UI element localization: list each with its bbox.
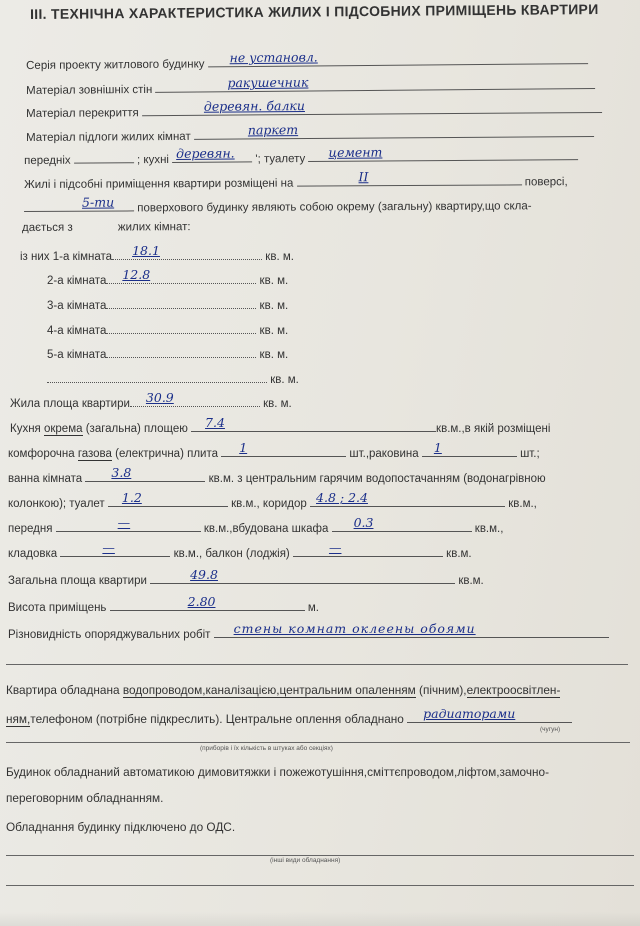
heating-field[interactable] bbox=[407, 706, 572, 723]
room1-label: із них 1-а кімната bbox=[20, 251, 113, 263]
floor-suffix: поверсі, bbox=[524, 176, 568, 189]
equip-line-2 bbox=[6, 706, 572, 727]
walls-row bbox=[26, 75, 596, 97]
balcony-unit: кв.м. bbox=[446, 548, 472, 560]
room5-unit: кв. м. bbox=[259, 349, 289, 361]
kitchen-area-rest: (загальна) площею bbox=[85, 423, 188, 435]
col-label: колонкою); туалет bbox=[8, 498, 105, 510]
equip-1b: водопроводом,каналізацією,центральним опаленням bbox=[122, 683, 416, 697]
equip-2b: телефоном (потрібне підкреслить). Центральне оплення обладнано bbox=[30, 712, 404, 726]
room3-unit: кв. м. bbox=[259, 300, 289, 312]
room2-value: 12.8 bbox=[122, 267, 151, 282]
room5-field[interactable] bbox=[106, 344, 256, 358]
balcony-label: кв.м., балкон (лоджія) bbox=[173, 548, 290, 560]
closet-field[interactable] bbox=[332, 515, 472, 532]
hall-field[interactable] bbox=[74, 149, 134, 163]
ods-line: Обладнання будинку підключено до ОДС. bbox=[6, 820, 236, 834]
front-value: — bbox=[117, 515, 131, 530]
room2-unit: кв. м. bbox=[259, 275, 289, 287]
height-value: 2.80 bbox=[187, 594, 216, 609]
stove-row bbox=[8, 440, 540, 461]
section-title: III. ТЕХНІЧНА ХАРАКТЕРИСТИКА ЖИЛИХ І ПІДСОБНИХ ПРИМІЩЕНЬ КВАРТИРИ bbox=[30, 1, 599, 22]
total-unit: кв.м. bbox=[458, 575, 484, 587]
walls-label: Матеріал зовнішніх стін bbox=[26, 83, 153, 97]
pantry-row bbox=[8, 540, 472, 560]
living-row bbox=[10, 390, 292, 410]
living-field[interactable] bbox=[130, 390, 260, 407]
sink-value: 1 bbox=[433, 440, 442, 455]
room5-row bbox=[47, 344, 288, 361]
kitchen-value: деревян. bbox=[176, 145, 235, 161]
equip-1a: Квартира обладнана bbox=[6, 683, 120, 697]
room4-label: 4-а кімната bbox=[47, 325, 107, 337]
bath-label: ванна кімната bbox=[8, 473, 83, 485]
front-label: передня bbox=[8, 523, 53, 535]
room1-unit: кв. м. bbox=[265, 251, 294, 263]
sink-field[interactable] bbox=[422, 440, 517, 457]
front-field[interactable] bbox=[56, 515, 201, 532]
finish-label: Різновидність опоряджувальних робіт bbox=[8, 629, 211, 641]
closet-unit: кв.м., bbox=[474, 523, 504, 535]
devices-note: (приборів і їх кількість в штуках або секціях) bbox=[200, 745, 333, 752]
walls-field[interactable] bbox=[155, 75, 595, 93]
floor-number-row bbox=[24, 171, 568, 191]
kitchen-area-row bbox=[10, 415, 551, 436]
room1-field[interactable] bbox=[112, 243, 262, 260]
bath-row bbox=[8, 465, 546, 485]
room5-label: 5-а кімната bbox=[47, 349, 107, 361]
equip-1c: (пічним), bbox=[419, 683, 467, 697]
consists-tail: жилих кімнат: bbox=[117, 221, 191, 234]
floor-label: Матеріал підлоги жилих кімнат bbox=[26, 130, 191, 144]
equip-2a: ням, bbox=[6, 712, 31, 726]
height-label: Висота приміщень bbox=[8, 602, 107, 614]
rooms-on-label: Жилі і підсобні приміщення квартири розміщені на bbox=[24, 177, 294, 191]
storeys-value: 5-ти bbox=[81, 194, 115, 210]
corridor-unit: кв.м., bbox=[508, 498, 537, 510]
total-field[interactable] bbox=[150, 567, 455, 584]
total-label: Загальна площа квартири bbox=[8, 575, 147, 587]
closet-label: кв.м.,вбудована шкафа bbox=[203, 523, 329, 535]
stove-gas: газова bbox=[77, 448, 112, 460]
series-value: не установл. bbox=[229, 49, 318, 66]
toilet-area-value: 1.2 bbox=[121, 490, 142, 505]
room1-value: 18.1 bbox=[132, 243, 160, 258]
room2-row bbox=[47, 267, 289, 287]
heating-hint: (чугун) bbox=[540, 726, 561, 733]
storeys-row bbox=[24, 195, 532, 215]
heating-value: радиаторами bbox=[423, 706, 516, 721]
room3-row bbox=[47, 295, 288, 312]
kitchen-area-label: Кухня bbox=[10, 423, 41, 435]
building-line-2: переговорним обладнанням. bbox=[6, 791, 164, 805]
kitchen-field[interactable] bbox=[172, 145, 252, 163]
bath-field[interactable] bbox=[85, 465, 205, 482]
equip-line-1 bbox=[6, 683, 560, 698]
building-line-1: Будинок обладнаний автоматикою димовитяжки і пожежотушіння,сміттєпроводом,ліфтом,замочно- bbox=[6, 765, 550, 779]
front-row bbox=[8, 515, 504, 535]
room2-label: 2-а кімната bbox=[47, 275, 107, 287]
equip-1d: електроосвітлен- bbox=[466, 683, 561, 697]
stove-rest: (електрична) плита bbox=[115, 448, 218, 460]
kitchen-area-value: 7.4 bbox=[205, 415, 225, 430]
finish-extra-line bbox=[6, 664, 628, 665]
room4-unit: кв. м. bbox=[259, 325, 289, 337]
corridor-value: 4.8 ; 2.4 bbox=[316, 490, 368, 505]
ceiling-field[interactable] bbox=[142, 99, 602, 116]
living-label: Жила площа квартири bbox=[10, 398, 130, 410]
floor-field[interactable] bbox=[194, 123, 594, 140]
storeys-text: поверхового будинку являють собою окрему (загальну) квартиру,що скла- bbox=[137, 200, 532, 215]
corridor-field[interactable] bbox=[310, 490, 505, 507]
room4-field[interactable] bbox=[106, 320, 256, 334]
closet-value: 0.3 bbox=[353, 515, 374, 530]
toilet-area-field[interactable] bbox=[108, 490, 228, 507]
consists-row bbox=[22, 221, 191, 234]
pantry-value: — bbox=[102, 540, 115, 555]
room4-row bbox=[47, 320, 288, 337]
devices-line bbox=[6, 742, 630, 743]
balcony-field[interactable] bbox=[293, 540, 443, 557]
hall-label: передніх bbox=[24, 154, 71, 167]
room1-row bbox=[20, 243, 294, 263]
kitchen-label: ; кухні bbox=[136, 153, 170, 167]
walls-value: ракушечник bbox=[227, 74, 309, 91]
finish-floor-row bbox=[24, 146, 578, 167]
bath-value: 3.8 bbox=[111, 465, 132, 480]
stove-label: комфорочна bbox=[8, 448, 75, 460]
height-unit: м. bbox=[307, 602, 319, 614]
height-row bbox=[8, 594, 319, 614]
floor-row bbox=[26, 123, 594, 144]
room-extra-field[interactable] bbox=[47, 369, 267, 383]
page-shadow bbox=[0, 912, 640, 926]
stove-value: 1 bbox=[239, 440, 248, 455]
room-extra-row bbox=[47, 369, 299, 386]
toilet-value: цемент bbox=[328, 144, 383, 160]
height-field[interactable] bbox=[110, 594, 305, 611]
series-field[interactable] bbox=[208, 50, 588, 67]
room-extra-unit: кв. м. bbox=[270, 374, 299, 386]
ceiling-row bbox=[26, 99, 602, 120]
living-unit: кв. м. bbox=[263, 398, 292, 410]
floor-value: паркет bbox=[247, 122, 299, 138]
sink-unit: шт.; bbox=[520, 448, 540, 460]
pantry-field[interactable] bbox=[60, 540, 170, 557]
room2-field[interactable] bbox=[106, 267, 256, 284]
ceiling-label: Матеріал перекриття bbox=[26, 107, 139, 120]
stove-mid: шт.,раковина bbox=[349, 448, 419, 460]
toilet-area-row bbox=[8, 490, 537, 510]
stove-field[interactable] bbox=[221, 440, 346, 457]
kitchen-area-field[interactable] bbox=[191, 415, 436, 432]
finish-field[interactable] bbox=[214, 621, 609, 638]
bottom-line bbox=[6, 885, 634, 886]
finish-value: стены комнат оклеены обоями bbox=[233, 621, 476, 636]
other-note: (інші види обладнання) bbox=[270, 857, 341, 864]
finish-row bbox=[8, 621, 609, 641]
other-equip-line bbox=[6, 855, 634, 856]
consists-label: дається з bbox=[22, 221, 73, 234]
storeys-field[interactable] bbox=[24, 194, 134, 212]
balcony-value: — bbox=[328, 540, 342, 555]
total-value: 49.8 bbox=[190, 567, 218, 582]
corridor-label: кв.м., коридор bbox=[231, 498, 307, 510]
bath-tail: кв.м. з центральним гарячим водопостачанням (водонагрівною bbox=[208, 473, 546, 485]
pantry-label: кладовка bbox=[8, 548, 58, 560]
total-row bbox=[8, 567, 484, 587]
floor-number-field[interactable] bbox=[296, 171, 521, 186]
living-value: 30.9 bbox=[145, 390, 174, 405]
series-label: Серія проекту житлового будинку bbox=[26, 58, 205, 72]
ceiling-value: деревян. балки bbox=[203, 98, 305, 114]
toilet-field[interactable] bbox=[308, 146, 578, 162]
room3-label: 3-а кімната bbox=[47, 300, 107, 312]
kitchen-area-tail: кв.м.,в якій розміщені bbox=[436, 423, 551, 435]
kitchen-area-word: окрема bbox=[43, 423, 83, 435]
room3-field[interactable] bbox=[106, 295, 256, 309]
series-row bbox=[26, 50, 588, 72]
floor-number-value: II bbox=[358, 169, 369, 185]
toilet-label: '; туалету bbox=[255, 153, 306, 166]
